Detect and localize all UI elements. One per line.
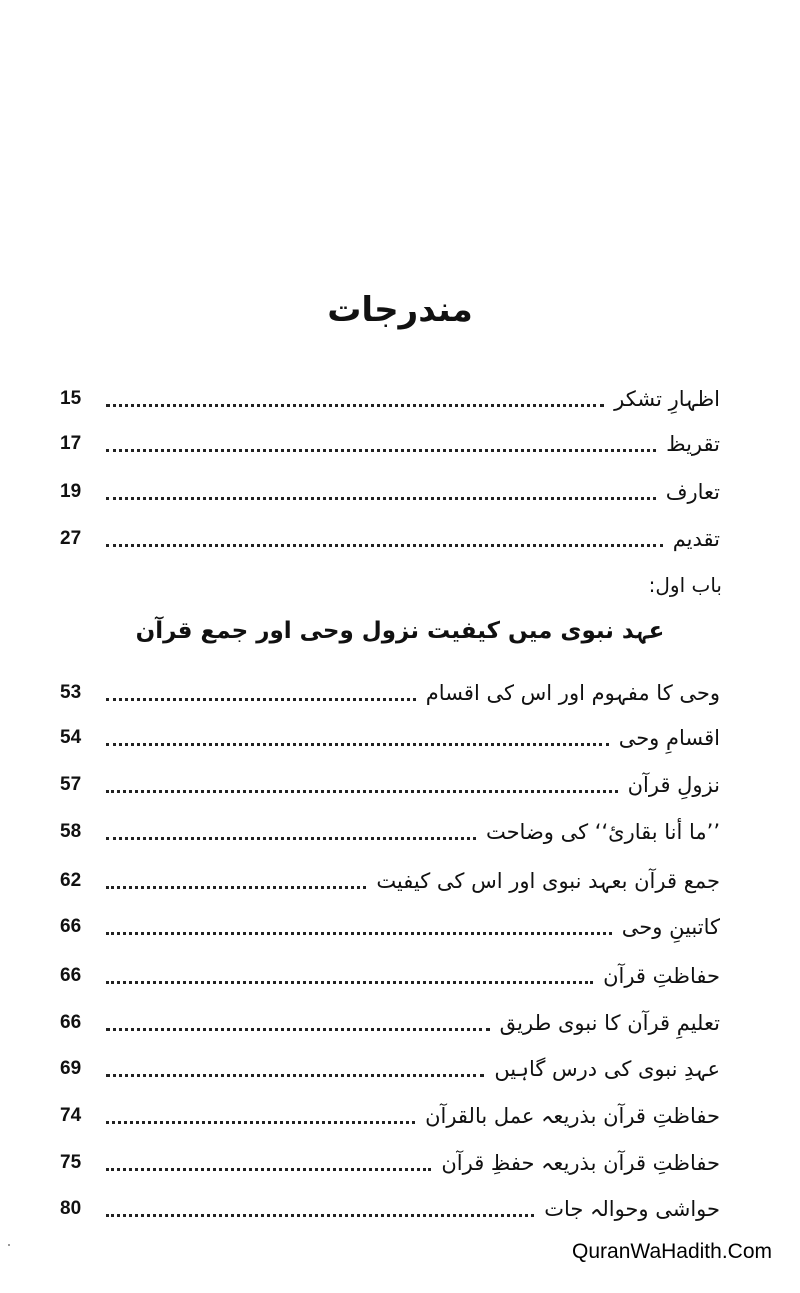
leader-dots bbox=[106, 1212, 534, 1217]
toc-entry bbox=[60, 674, 720, 712]
leader-dots bbox=[106, 1072, 484, 1077]
leader-dots bbox=[106, 1119, 415, 1124]
leader-dots bbox=[106, 884, 366, 889]
leader-dots bbox=[106, 741, 609, 746]
toc-entry-label: اظہارِ تشکر bbox=[614, 387, 720, 411]
toc-entry-page: 80 bbox=[60, 1198, 82, 1219]
site-watermark: QuranWaHadith.Com bbox=[572, 1240, 772, 1263]
leader-dots bbox=[106, 1166, 431, 1171]
toc-entry bbox=[60, 1050, 720, 1088]
toc-entry-label: حفاظتِ قرآن bbox=[603, 964, 720, 988]
toc-entry bbox=[60, 813, 720, 851]
chapter-label: باب اول: bbox=[648, 573, 722, 597]
toc-entry bbox=[60, 908, 720, 946]
toc-entry bbox=[60, 719, 720, 757]
toc-entry-page: 75 bbox=[60, 1152, 82, 1173]
leader-dots bbox=[106, 1026, 490, 1031]
leader-dots bbox=[106, 447, 656, 452]
leader-dots bbox=[106, 542, 663, 547]
toc-entry-label: جمع قرآن بعہد نبوی اور اس کی کیفیت bbox=[376, 869, 720, 893]
leader-dots bbox=[106, 696, 416, 701]
toc-entry-label: نزولِ قرآن bbox=[627, 773, 720, 797]
toc-entry bbox=[60, 1097, 720, 1135]
toc-entry-page: 69 bbox=[60, 1058, 82, 1079]
leader-dots bbox=[106, 788, 618, 793]
toc-entry bbox=[60, 380, 720, 418]
toc-entry-label: حواشی وحوالہ جات bbox=[544, 1197, 720, 1221]
toc-entry-page: 15 bbox=[60, 388, 82, 409]
toc-entry-label: وحی کا مفہوم اور اس کی اقسام bbox=[425, 681, 720, 705]
scan-speck bbox=[8, 1244, 10, 1246]
toc-entry-label: عہدِ نبوی کی درس گاہیں bbox=[494, 1057, 720, 1081]
toc-entry bbox=[60, 520, 720, 558]
toc-entry bbox=[60, 473, 720, 511]
toc-entry-label: حفاظتِ قرآن بذریعہ عمل بالقرآن bbox=[425, 1104, 720, 1128]
toc-entry-page: 66 bbox=[60, 1012, 82, 1033]
toc-entry-page: 58 bbox=[60, 821, 82, 842]
chapter-title: عہد نبوی میں کیفیت نزول وحی اور جمع قرآن bbox=[135, 618, 665, 644]
toc-entry-page: 57 bbox=[60, 774, 82, 795]
toc-entry-label: اقسامِ وحی bbox=[618, 726, 720, 750]
toc-entry-label: حفاظتِ قرآن بذریعہ حفظِ قرآن bbox=[441, 1151, 720, 1175]
toc-entry bbox=[60, 1144, 720, 1182]
toc-entry-label: تقریظ bbox=[666, 432, 720, 456]
toc-entry-page: 19 bbox=[60, 481, 82, 502]
toc-entry bbox=[60, 766, 720, 804]
leader-dots bbox=[106, 979, 593, 984]
toc-entry-page: 17 bbox=[60, 433, 82, 454]
leader-dots bbox=[106, 835, 476, 840]
toc-entry-label: کاتبینِ وحی bbox=[621, 915, 720, 939]
toc-entry-page: 27 bbox=[60, 528, 82, 549]
leader-dots bbox=[106, 930, 612, 935]
toc-entry bbox=[60, 957, 720, 995]
toc-entry bbox=[60, 1004, 720, 1042]
toc-entry-label: ’’ما أنا بقاریٔ‘‘ کی وضاحت bbox=[485, 820, 720, 844]
leader-dots bbox=[106, 495, 656, 500]
toc-entry-label: تقدیم bbox=[672, 527, 720, 551]
toc-entry-page: 74 bbox=[60, 1105, 82, 1126]
toc-entry-label: تعلیمِ قرآن کا نبوی طریق bbox=[499, 1011, 720, 1035]
toc-entry-page: 66 bbox=[60, 965, 82, 986]
toc-entry-label: تعارف bbox=[665, 480, 720, 504]
toc-entry-page: 62 bbox=[60, 870, 82, 891]
toc-entry-page: 53 bbox=[60, 682, 82, 703]
toc-entry bbox=[60, 1190, 720, 1228]
toc-entry bbox=[60, 862, 720, 900]
toc-entry bbox=[60, 425, 720, 463]
toc-entry-page: 66 bbox=[60, 916, 82, 937]
page-title: مندرجات bbox=[327, 290, 473, 330]
toc-entry-page: 54 bbox=[60, 727, 82, 748]
leader-dots bbox=[106, 402, 604, 407]
